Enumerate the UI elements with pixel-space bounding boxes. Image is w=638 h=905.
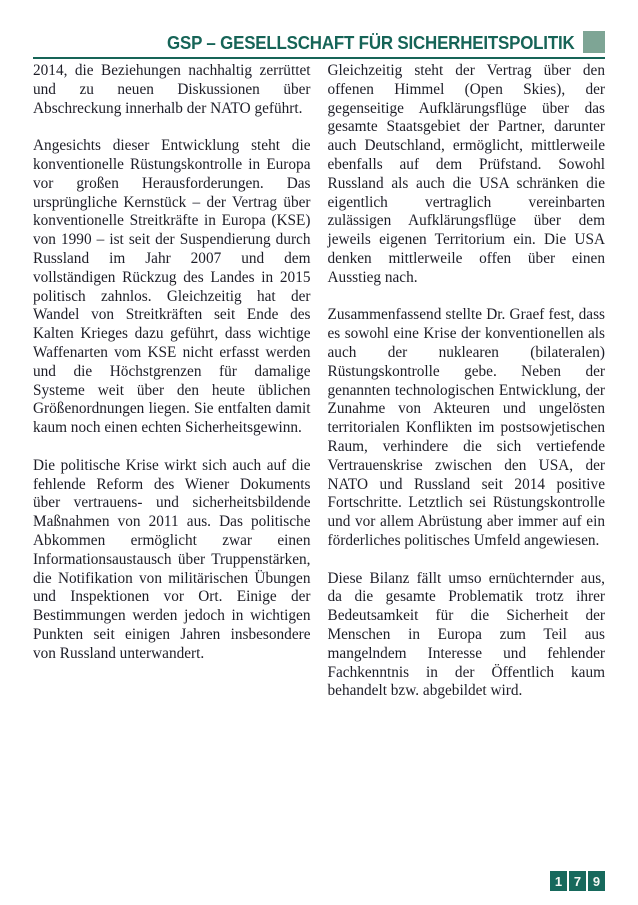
article-body: [33, 62, 605, 720]
page-number-digit: 1: [550, 871, 567, 891]
page-header: [33, 0, 605, 59]
header-accent-square-icon: [583, 31, 605, 53]
page-title: GSP – GESELLSCHAFT FÜR SICHERHEITSPOLITIK: [167, 33, 575, 53]
paragraph: Angesichts dieser Entwicklung steht die konventionelle Rüstungskontrolle in Europa vor großen Herausforderungen. Das ursprüngliche Kernstück – der Vertrag über konventionelle Streitkräfte in Europa (KSE) von 1990 – ist seit der Suspendierung durch Russland im Jahr 2007 und dem vollständigen Rückzug des Landes in 2015 politisch zahnlos. Gleichzeitig hat der Wandel von Streitkräften seit Ende des Kalten Krieges dazu geführt, dass wichtige Waffenarten vom KSE nicht erfasst werden und die Höchstgrenzen für damalige Systeme weit über den heute üblichen Größenordnungen liegen. Sie entfalten damit kaum noch einen echten Sicherheitsgewinn.: [33, 137, 311, 437]
paragraph: 2014, die Beziehungen nachhaltig zerrüttet und zu neuen Diskussionen über Abschreckung innerhalb der NATO geführt.: [33, 62, 311, 117]
page-number: [550, 871, 605, 891]
text-column-right: [328, 62, 606, 720]
text-column-left: [33, 62, 311, 720]
page-number-digit: 9: [588, 871, 605, 891]
paragraph: Zusammenfassend stellte Dr. Graef fest, dass es sowohl eine Krise der konventionellen als auch der nuklearen (bilateralen) Rüstungskontrolle gebe. Neben der genannten technologischen Entwicklung, der Zunahme von Akteuren und ungelösten territorialen Konflikten im postsowjetischen Raum, verhindere die sich vertiefende Vertrauenskrise zwischen den USA, der NATO und Russland seit 2014 positive Fortschritte. Letztlich sei Rüstungskontrolle und vor allem Abrüstung aber immer auf ein förderliches politisches Umfeld angewiesen.: [327, 306, 605, 549]
page-number-digit: 7: [569, 871, 586, 891]
paragraph: Gleichzeitig steht der Vertrag über den offenen Himmel (Open Skies), der gegenseitige Aufklärungsflüge über das gesamte Staatsgebiet der Partner, darunter auch Deutschland, ermöglicht, mittlerweile ebenfalls auf dem Prüfstand. Sowohl Russland als auch die USA schränken die eigentlich vertraglich vereinbarten zulässigen Aufklärungsflüge über dem jeweils eigenen Territorium ein. Die USA denken mittlerweile offen über einen Ausstieg nach.: [327, 62, 605, 286]
paragraph: Die politische Krise wirkt sich auch auf die fehlende Reform des Wiener Dokuments über vertrauens- und sicherheitsbildende Maßnahmen von 2011 aus. Das politische Abkommen ermöglicht zwar einen Informationsaustausch über Truppenstärken, die Notifikation von militärischen Übungen und Inspektionen vor Ort. Einige der Bestimmungen werden jedoch in wichtigen Punkten seit einigen Jahren insbesondere von Russland unterwandert.: [33, 456, 311, 662]
paragraph: Diese Bilanz fällt umso ernüchternder aus, da die gesamte Problematik trotz ihrer Bedeutsamkeit für die Sicherheit der Menschen in Europa zum Teil aus mangelndem Interesse und fehlender Fachkenntnis in der Öffentlich kaum behandelt bzw. abgebildet wird.: [327, 569, 605, 700]
